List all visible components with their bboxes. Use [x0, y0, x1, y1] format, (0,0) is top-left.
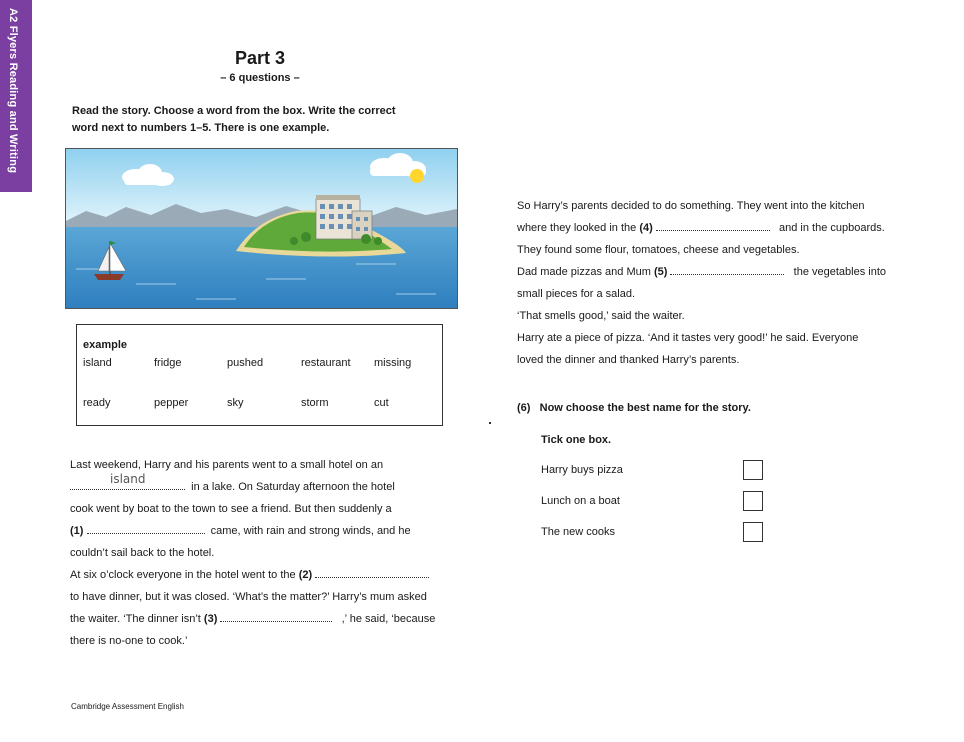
word-restaurant: restaurant: [301, 357, 351, 369]
word-pepper: pepper: [154, 397, 189, 409]
story-right-line: Harry ate a piece of pizza. ‘And it tastes very good!’ he said. Everyone: [517, 332, 859, 344]
story-right-line: [517, 261, 917, 283]
option-harry-buys-pizza: Harry buys pizza: [541, 464, 623, 476]
checkbox-the-new-cooks[interactable]: [743, 522, 763, 542]
word-box: [76, 324, 443, 426]
part-subtitle: – 6 questions –: [220, 72, 300, 84]
story-left-line: couldn’t sail back to the hotel.: [70, 547, 215, 559]
question-number-5: (5): [653, 266, 668, 278]
answer-blank-5[interactable]: [670, 262, 784, 275]
story-text: in a lake. On Saturday afternoon the hotel: [191, 481, 395, 493]
story-text: came, with rain and strong winds, and he: [210, 525, 411, 537]
tick-instruction: Tick one box.: [541, 434, 612, 446]
story-right-line: [517, 217, 917, 239]
word-ready: ready: [83, 397, 111, 409]
word-storm: storm: [301, 397, 329, 409]
story-right-line: small pieces for a salad.: [517, 288, 635, 300]
side-tab-label: A2 Flyers Reading and Writing: [7, 8, 19, 174]
option-the-new-cooks: The new cooks: [541, 526, 615, 538]
sun: [410, 169, 424, 183]
checkbox-harry-buys-pizza[interactable]: [743, 460, 763, 480]
question-6: [517, 402, 751, 414]
word-fridge: fridge: [154, 357, 182, 369]
word-pushed: pushed: [227, 357, 264, 369]
question-number-4: (4): [639, 222, 653, 234]
story-right-line: loved the dinner and thanked Harry’s parents.: [517, 354, 740, 366]
side-tab: [0, 0, 32, 192]
checkbox-lunch-on-a-boat[interactable]: [743, 491, 763, 511]
answer-blank-2[interactable]: [315, 565, 429, 578]
word-sky: sky: [227, 397, 244, 409]
answer-blank-3[interactable]: [220, 609, 332, 622]
story-text: the waiter. ‘The dinner isn’t: [70, 613, 201, 625]
story-left-line: to have dinner, but it was closed. ‘What’s the matter?’ Harry’s mum asked: [70, 591, 427, 603]
question-number-6: (6): [517, 402, 531, 414]
story-text: Dad made pizzas and Mum: [517, 266, 651, 278]
instructions: [72, 103, 452, 137]
word-cut: cut: [374, 397, 389, 409]
example-label: example: [83, 339, 128, 351]
island-scene-svg: [66, 149, 457, 308]
story-right-line: ‘That smells good,’ said the waiter.: [517, 310, 685, 322]
question-number-1: (1): [70, 525, 84, 537]
story-left-line: cook went by boat to the town to see a friend. But then suddenly a: [70, 503, 392, 515]
story-left-line: there is no-one to cook.’: [70, 635, 188, 647]
story-left-line: [70, 472, 460, 498]
word-missing: missing: [374, 357, 412, 369]
story-right-line: They found some flour, tomatoes, cheese and vegetables.: [517, 244, 800, 256]
example-answer: island: [110, 472, 146, 486]
question-6-text: Now choose the best name for the story.: [539, 402, 751, 414]
part-title: Part 3: [234, 48, 286, 68]
story-left-line: [70, 608, 460, 630]
island-illustration: [65, 148, 458, 309]
option-lunch-on-a-boat: Lunch on a boat: [541, 495, 620, 507]
story-text: At six o’clock everyone in the hotel went to the: [70, 569, 296, 581]
story-left-line: Last weekend, Harry and his parents went to a small hotel on an: [70, 459, 384, 471]
story-left-line: [70, 564, 460, 586]
question-number-2: (2): [298, 569, 313, 581]
story-text: the vegetables into: [793, 266, 887, 278]
question-number-3: (3): [203, 613, 218, 625]
footer: Cambridge Assessment English: [71, 702, 184, 711]
story-text: ,’ he said, ‘because: [341, 613, 436, 625]
story-right: [517, 195, 917, 371]
story-text: and in the cupboards.: [779, 222, 885, 234]
story-right-line: So Harry’s parents decided to do something. They went into the kitchen: [517, 200, 865, 212]
instructions-line-1: Read the story. Choose a word from the box. Write the correct: [72, 105, 396, 117]
example-answer-blank: [70, 472, 185, 490]
stray-dot: [489, 422, 491, 424]
answer-blank-4[interactable]: [656, 218, 770, 231]
story-left: [70, 454, 460, 652]
word-island: island: [83, 357, 112, 369]
story-text: where they looked in the: [517, 222, 637, 234]
answer-blank-1[interactable]: [87, 521, 205, 534]
story-left-line: [70, 520, 460, 542]
instructions-line-2: word next to numbers 1–5. There is one example.: [72, 122, 330, 134]
